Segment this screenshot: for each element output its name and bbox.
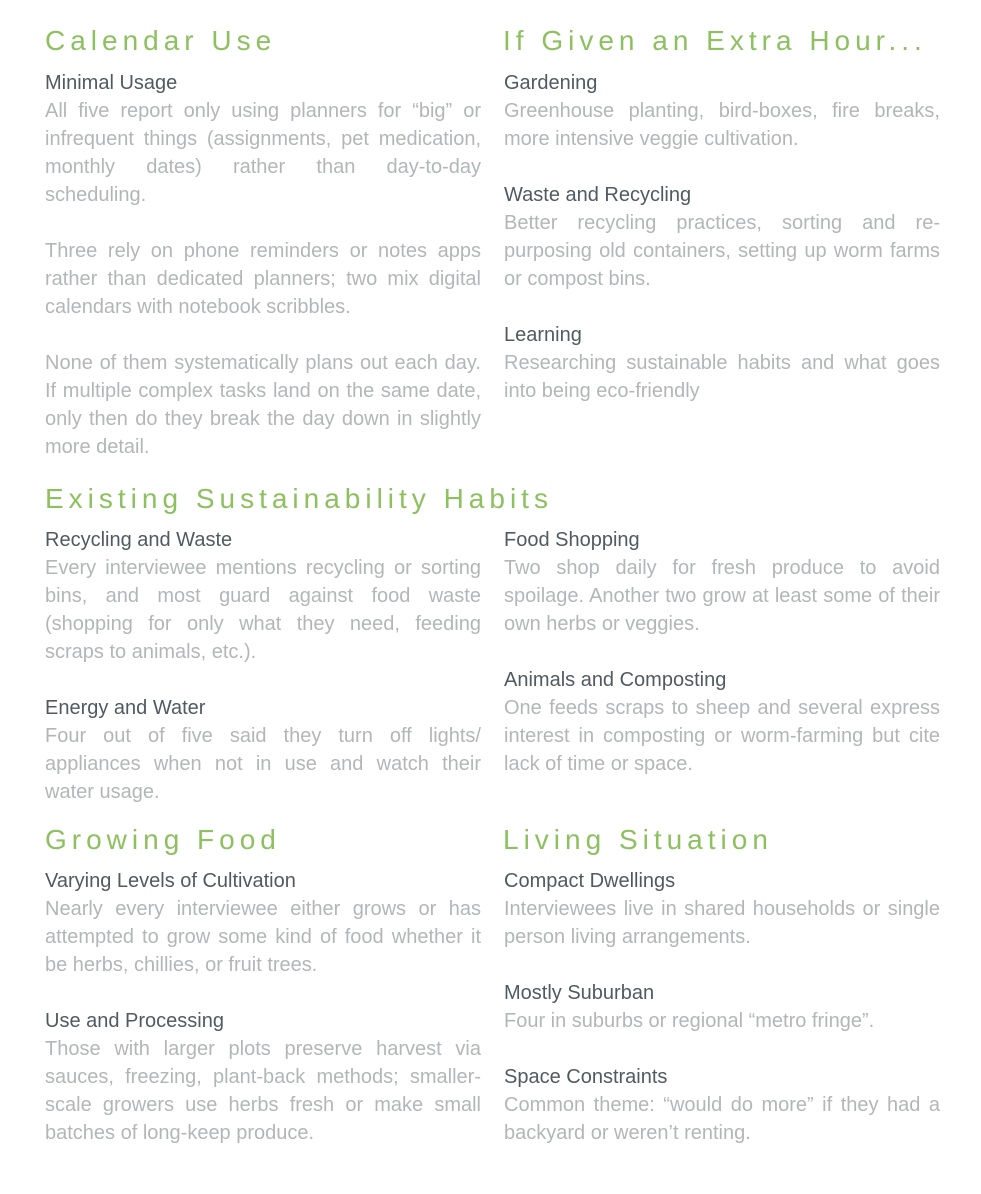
growing-food-heading: Varying Levels of Cultivation (45, 870, 296, 892)
extra-hour-heading: Gardening (504, 72, 598, 94)
living-situation-title: Living Situation (503, 824, 773, 855)
sustainability-food-shopping (504, 526, 940, 638)
sustainability-heading: Food Shopping (504, 529, 640, 551)
living-suburban (504, 979, 940, 1035)
living-space (504, 1063, 940, 1147)
calendar-use-subtitle: Minimal Usage (45, 72, 178, 94)
growing-food-heading: Use and Processing (45, 1010, 224, 1032)
calendar-use-block (45, 69, 481, 461)
living-heading: Compact Dwellings (504, 870, 676, 892)
extra-hour-heading: Learning (504, 324, 582, 346)
sustainability-text: Four out of five said they turn off lights/ appliances when not in use and watch their water usage. (45, 725, 481, 803)
extra-hour-text: Researching sustainable habits and what goes into being eco-friendly (504, 352, 940, 402)
living-text: Four in suburbs or regional “metro fringe”. (504, 1010, 875, 1032)
extra-hour-text: Better recycling practices, sorting and re-purposing old containers, setting up worm farms or compost bins. (504, 212, 940, 290)
living-text: Interviewees live in shared households or single person living arrangements. (504, 898, 940, 948)
growing-food-title: Growing Food (45, 824, 281, 855)
calendar-use-paragraph-3: None of them systematically plans out each day. If multiple complex tasks land on the same date, only then do they break the day down in slightly more detail. (45, 352, 481, 458)
calendar-use-paragraph-2: Three rely on phone reminders or notes apps rather than dedicated planners; two mix digital calendars with notebook scribbles. (45, 240, 481, 318)
sustainability-heading: Animals and Composting (504, 669, 727, 691)
sustainability-heading: Energy and Water (45, 697, 206, 719)
living-text: Common theme: “would do more” if they had a backyard or weren’t renting. (504, 1094, 940, 1144)
extra-hour-title: If Given an Extra Hour... (503, 25, 927, 56)
growing-food-text: Nearly every interviewee either grows or has attempted to grow some kind of food whether it be herbs, chillies, or fruit trees. (45, 898, 481, 976)
extra-hour-heading: Waste and Recycling (504, 184, 692, 206)
sustainability-title: Existing Sustainability Habits (45, 483, 553, 514)
extra-hour-waste (504, 181, 940, 293)
living-heading: Mostly Suburban (504, 982, 655, 1004)
living-compact (504, 867, 940, 951)
growing-food-cultivation (45, 867, 481, 979)
calendar-use-paragraph-1: All five report only using planners for “big” or infrequent things (assignments, pet medication, monthly dates) rather than day-to-day scheduling. (45, 100, 481, 206)
sustainability-energy (45, 694, 481, 806)
sustainability-animals (504, 666, 940, 778)
extra-hour-learning (504, 321, 940, 405)
sustainability-heading: Recycling and Waste (45, 529, 233, 551)
sustainability-text: Every interviewee mentions recycling or sorting bins, and most guard against food waste (shopping for only what they need, feeding scraps to animals, etc.). (45, 557, 481, 663)
extra-hour-text: Greenhouse planting, bird-boxes, fire breaks, more intensive veggie cultivation. (504, 100, 940, 150)
sustainability-text: One feeds scraps to sheep and several express interest in composting or worm-farming but cite lack of time or space. (504, 697, 940, 775)
calendar-use-title: Calendar Use (45, 25, 277, 56)
growing-food-processing (45, 1007, 481, 1147)
sustainability-recycling (45, 526, 481, 666)
sustainability-text: Two shop daily for fresh produce to avoid spoilage. Another two grow at least some of their own herbs or veggies. (504, 557, 940, 635)
extra-hour-gardening (504, 69, 940, 153)
growing-food-text: Those with larger plots preserve harvest via sauces, freezing, plant-back methods; smaller-scale growers use herbs fresh or make small batches of long-keep produce. (45, 1038, 481, 1144)
living-heading: Space Constraints (504, 1066, 668, 1088)
